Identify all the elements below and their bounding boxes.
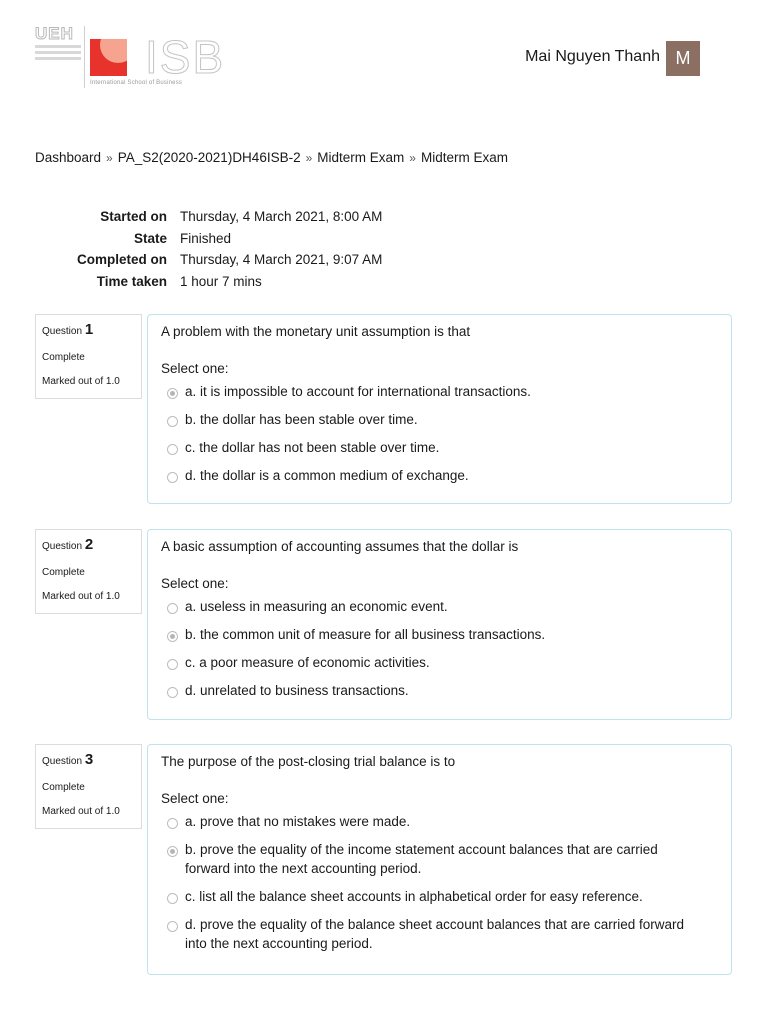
answer-option-b[interactable] [161,625,718,644]
question-number: 3 [84,751,94,768]
answer-label: b. the common unit of measure for all business transactions. [185,627,546,642]
breadcrumb-dashboard[interactable]: Dashboard [35,150,102,165]
summary-value: Finished [180,230,232,246]
user-name[interactable]: Mai Nguyen Thanh [525,48,660,65]
summary-label: Started on [100,209,167,224]
answer-label: a. it is impossible to account for international transactions. [185,384,531,399]
answer-option-b[interactable] [161,410,718,429]
question-marks: Marked out of 1.0 [42,376,120,387]
question-prefix: Question [42,326,83,337]
question-status: Complete [42,352,85,363]
answer-label: a. prove that no mistakes were made. [185,814,411,829]
question-prefix: Question [42,541,83,552]
radio-icon[interactable] [167,444,178,455]
radio-icon[interactable] [167,416,178,427]
answer-label: d. prove the equality of the balance sheet account balances that are carried forward into the next accounting period. [185,917,685,951]
answer-option-a[interactable] [161,597,718,616]
summary-label: State [133,230,167,246]
question-box-1 [147,314,732,504]
breadcrumb-separator-icon: » [409,151,416,165]
radio-selected-icon[interactable] [167,846,178,857]
select-one-label: Select one: [161,576,229,591]
answer-label: b. the dollar has been stable over time. [185,412,418,427]
answer-label: c. a poor measure of economic activities. [185,655,430,670]
summary-value: Thursday, 4 March 2021, 9:07 AM [180,252,383,267]
question-text: A problem with the monetary unit assumption is that [161,324,471,339]
answer-option-a[interactable] [161,812,718,831]
summary-row-state [35,231,382,253]
answer-option-a[interactable] [161,382,718,401]
question-number: 2 [84,536,94,553]
question-info-3 [35,744,142,829]
question-box-2 [147,529,732,720]
answer-option-c[interactable] [161,887,718,906]
answer-option-c[interactable] [161,438,718,457]
answer-label: a. useless in measuring an economic event. [185,599,448,614]
page-header [0,0,768,100]
select-one-label: Select one: [161,361,229,376]
breadcrumb [35,150,508,165]
breadcrumb-course[interactable]: PA_S2(2020-2021)DH46ISB-2 [117,150,301,165]
avatar[interactable]: M [666,41,700,76]
radio-icon[interactable] [167,472,178,483]
summary-row-completed [35,252,382,274]
answer-label: c. list all the balance sheet accounts in alphabetical order for easy reference. [185,889,643,904]
isb-logo-mark [90,39,127,76]
radio-icon[interactable] [167,687,178,698]
breadcrumb-quiz[interactable]: Midterm Exam [420,150,508,165]
isb-logo-text[interactable]: ISB [145,31,226,83]
breadcrumb-section[interactable]: Midterm Exam [317,150,405,165]
select-one-label: Select one: [161,791,229,806]
answer-label: c. the dollar has not been stable over time. [185,440,440,455]
radio-icon[interactable] [167,818,178,829]
question-marks: Marked out of 1.0 [42,806,120,817]
answer-label: d. unrelated to business transactions. [185,683,409,698]
answer-option-b[interactable] [161,840,718,878]
summary-label: Completed on [77,252,167,267]
question-status: Complete [42,567,85,578]
question-text: The purpose of the post-closing trial balance is to [161,754,456,769]
isb-logo-subtitle: International School of Business [90,80,183,86]
answer-label: b. prove the equality of the income statement account balances that are carried forward into the next accounting period. [185,842,658,876]
answer-option-d[interactable] [161,466,718,485]
answer-option-d[interactable] [161,681,718,700]
logo-divider [84,26,85,88]
ueh-logo[interactable] [35,25,83,69]
summary-row-time-taken [35,274,382,296]
question-text: A basic assumption of accounting assumes that the dollar is [161,539,519,554]
radio-icon[interactable] [167,659,178,670]
radio-icon[interactable] [167,603,178,614]
radio-icon[interactable] [167,893,178,904]
breadcrumb-separator-icon: » [106,151,113,165]
radio-selected-icon[interactable] [167,388,178,399]
question-info-2 [35,529,142,614]
answer-label: d. the dollar is a common medium of exchange. [185,468,469,483]
answer-option-d[interactable] [161,915,718,953]
summary-value: 1 hour 7 mins [180,273,262,289]
radio-icon[interactable] [167,921,178,932]
question-number: 1 [84,321,94,338]
question-prefix: Question [42,756,83,767]
question-box-3 [147,744,732,975]
summary-label: Time taken [96,273,167,289]
question-info-1 [35,314,142,399]
breadcrumb-separator-icon: » [305,151,313,165]
summary-value: Thursday, 4 March 2021, 8:00 AM [180,209,383,224]
answer-option-c[interactable] [161,653,718,672]
question-status: Complete [42,782,85,793]
attempt-summary [35,209,382,295]
radio-selected-icon[interactable] [167,631,178,642]
ueh-logo-text: UEH [35,24,74,43]
question-marks: Marked out of 1.0 [42,591,120,602]
summary-row-started [35,209,382,231]
